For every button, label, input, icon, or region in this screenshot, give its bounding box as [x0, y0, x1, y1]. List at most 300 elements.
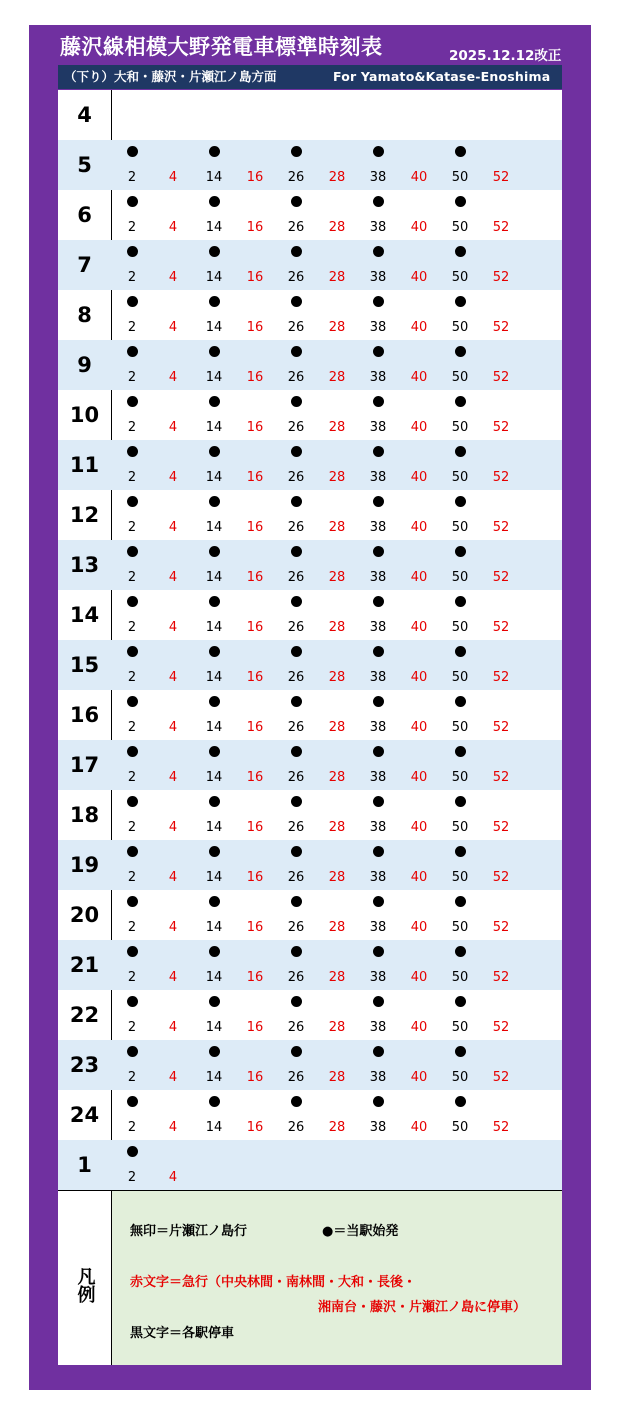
revision-date: 2025.12.12改正 — [449, 48, 562, 64]
direction-japanese: （下り）大和・藤沢・片瀬江ノ島方面 — [64, 69, 277, 84]
origin-marker-icon — [291, 896, 302, 907]
hour-label: 13 — [69, 553, 100, 577]
hour-label: 18 — [69, 803, 100, 827]
hour-row-8 — [58, 290, 562, 340]
legend-no-mark: 無印＝片瀬江ノ島行 — [130, 1224, 248, 1239]
hour-row-5 — [58, 140, 562, 190]
express-departure-minute: 52 — [492, 970, 510, 985]
express-departure-minute: 28 — [328, 770, 346, 785]
origin-marker-icon — [455, 996, 466, 1007]
hour-label: 4 — [77, 103, 92, 127]
local-departure-minute: 50 — [451, 220, 469, 235]
hour-row-22 — [58, 990, 562, 1040]
origin-marker-icon — [373, 996, 384, 1007]
local-departure-minute: 26 — [287, 670, 305, 685]
express-departure-minute: 52 — [492, 820, 510, 835]
hour-label: 14 — [69, 603, 100, 627]
express-departure-minute: 52 — [492, 720, 510, 735]
express-departure-minute: 16 — [246, 1070, 264, 1085]
origin-marker-icon — [455, 896, 466, 907]
express-departure-minute: 40 — [410, 320, 428, 335]
express-departure-minute: 40 — [410, 470, 428, 485]
origin-marker-icon — [209, 396, 220, 407]
local-departure-minute: 2 — [127, 820, 137, 835]
local-departure-minute: 14 — [205, 220, 223, 235]
origin-marker-icon — [127, 346, 138, 357]
origin-marker-icon — [373, 1046, 384, 1057]
origin-marker-icon — [127, 996, 138, 1007]
origin-marker-icon — [373, 146, 384, 157]
local-departure-minute: 50 — [451, 520, 469, 535]
local-departure-minute: 26 — [287, 1120, 305, 1135]
express-departure-minute: 4 — [168, 720, 178, 735]
local-departure-minute: 14 — [205, 270, 223, 285]
express-departure-minute: 52 — [492, 420, 510, 435]
express-departure-minute: 52 — [492, 220, 510, 235]
local-departure-minute: 50 — [451, 270, 469, 285]
local-departure-minute: 50 — [451, 420, 469, 435]
origin-marker-icon — [373, 746, 384, 757]
express-departure-minute: 52 — [492, 670, 510, 685]
direction-english: For Yamato&Katase-Enoshima — [333, 69, 551, 84]
express-departure-minute: 16 — [246, 670, 264, 685]
origin-marker-icon — [209, 696, 220, 707]
express-departure-minute: 16 — [246, 520, 264, 535]
origin-marker-icon — [127, 196, 138, 207]
local-departure-minute: 26 — [287, 170, 305, 185]
origin-marker-icon — [127, 846, 138, 857]
local-departure-minute: 26 — [287, 570, 305, 585]
local-departure-minute: 50 — [451, 820, 469, 835]
local-departure-minute: 14 — [205, 1120, 223, 1135]
origin-marker-icon — [373, 396, 384, 407]
origin-marker-icon — [291, 246, 302, 257]
hour-row-11 — [58, 440, 562, 490]
origin-marker-icon — [127, 396, 138, 407]
local-departure-minute: 14 — [205, 1020, 223, 1035]
origin-marker-icon — [127, 246, 138, 257]
local-departure-minute: 2 — [127, 220, 137, 235]
origin-marker-icon — [127, 646, 138, 657]
express-departure-minute: 4 — [168, 1020, 178, 1035]
origin-marker-icon — [455, 596, 466, 607]
express-departure-minute: 40 — [410, 770, 428, 785]
express-departure-minute: 16 — [246, 770, 264, 785]
local-departure-minute: 38 — [369, 1020, 387, 1035]
local-departure-minute: 50 — [451, 1120, 469, 1135]
express-departure-minute: 40 — [410, 270, 428, 285]
express-departure-minute: 4 — [168, 770, 178, 785]
express-departure-minute: 28 — [328, 970, 346, 985]
origin-marker-icon — [127, 546, 138, 557]
origin-marker-icon — [455, 346, 466, 357]
local-departure-minute: 26 — [287, 870, 305, 885]
express-departure-minute: 52 — [492, 620, 510, 635]
express-departure-minute: 40 — [410, 620, 428, 635]
origin-marker-icon — [455, 546, 466, 557]
hour-row-1 — [58, 1140, 562, 1190]
express-departure-minute: 40 — [410, 220, 428, 235]
local-departure-minute: 14 — [205, 320, 223, 335]
local-departure-minute: 38 — [369, 570, 387, 585]
hour-row-7 — [58, 240, 562, 290]
origin-marker-icon — [373, 196, 384, 207]
origin-marker-icon — [373, 346, 384, 357]
express-departure-minute: 40 — [410, 170, 428, 185]
local-departure-minute: 26 — [287, 420, 305, 435]
hour-label: 19 — [69, 853, 100, 877]
local-departure-minute: 50 — [451, 970, 469, 985]
origin-marker-icon — [291, 296, 302, 307]
local-departure-minute: 38 — [369, 370, 387, 385]
local-departure-minute: 38 — [369, 1120, 387, 1135]
hour-row-23 — [58, 1040, 562, 1090]
express-departure-minute: 4 — [168, 670, 178, 685]
express-departure-minute: 28 — [328, 420, 346, 435]
local-departure-minute: 2 — [127, 1120, 137, 1135]
express-departure-minute: 52 — [492, 470, 510, 485]
origin-marker-icon — [291, 446, 302, 457]
local-departure-minute: 2 — [127, 520, 137, 535]
hour-label: 5 — [77, 153, 92, 177]
origin-marker-icon — [373, 1096, 384, 1107]
express-departure-minute: 28 — [328, 920, 346, 935]
local-departure-minute: 38 — [369, 170, 387, 185]
hour-row-20 — [58, 890, 562, 940]
express-departure-minute: 4 — [168, 620, 178, 635]
local-departure-minute: 14 — [205, 620, 223, 635]
direction-header — [58, 65, 562, 89]
local-departure-minute: 26 — [287, 520, 305, 535]
hour-label: 24 — [69, 1103, 100, 1127]
express-departure-minute: 16 — [246, 270, 264, 285]
local-departure-minute: 2 — [127, 170, 137, 185]
origin-marker-icon — [291, 1046, 302, 1057]
express-departure-minute: 28 — [328, 870, 346, 885]
express-departure-minute: 4 — [168, 570, 178, 585]
express-departure-minute: 16 — [246, 470, 264, 485]
origin-marker-icon — [209, 146, 220, 157]
express-departure-minute: 4 — [168, 1120, 178, 1135]
hour-row-18 — [58, 790, 562, 840]
origin-marker-icon — [455, 846, 466, 857]
hour-label: 10 — [69, 403, 100, 427]
express-departure-minute: 4 — [168, 270, 178, 285]
origin-marker-icon — [209, 496, 220, 507]
legend-express-line1: 赤文字＝急行（中央林間・南林間・大和・長後・ — [130, 1275, 417, 1290]
origin-marker-icon — [127, 1146, 138, 1157]
express-departure-minute: 40 — [410, 970, 428, 985]
local-departure-minute: 38 — [369, 770, 387, 785]
express-departure-minute: 52 — [492, 270, 510, 285]
local-departure-minute: 14 — [205, 970, 223, 985]
local-departure-minute: 14 — [205, 520, 223, 535]
local-departure-minute: 50 — [451, 170, 469, 185]
local-departure-minute: 14 — [205, 670, 223, 685]
origin-marker-icon — [127, 1046, 138, 1057]
local-departure-minute: 26 — [287, 1070, 305, 1085]
hour-row-15 — [58, 640, 562, 690]
local-departure-minute: 2 — [127, 320, 137, 335]
origin-marker-icon — [373, 246, 384, 257]
local-departure-minute: 50 — [451, 920, 469, 935]
local-departure-minute: 14 — [205, 720, 223, 735]
timetable-grid — [58, 90, 562, 1190]
origin-marker-icon — [455, 196, 466, 207]
express-departure-minute: 40 — [410, 420, 428, 435]
hour-label: 9 — [77, 353, 92, 377]
local-departure-minute: 14 — [205, 770, 223, 785]
hour-label: 6 — [77, 203, 92, 227]
origin-marker-icon — [209, 896, 220, 907]
express-departure-minute: 28 — [328, 620, 346, 635]
local-departure-minute: 26 — [287, 320, 305, 335]
hour-row-24 — [58, 1090, 562, 1140]
local-departure-minute: 26 — [287, 970, 305, 985]
express-departure-minute: 40 — [410, 520, 428, 535]
local-departure-minute: 50 — [451, 720, 469, 735]
local-departure-minute: 26 — [287, 770, 305, 785]
origin-marker-icon — [291, 696, 302, 707]
origin-marker-icon — [209, 346, 220, 357]
express-departure-minute: 16 — [246, 620, 264, 635]
local-departure-minute: 38 — [369, 1070, 387, 1085]
express-departure-minute: 40 — [410, 820, 428, 835]
hour-label: 20 — [69, 903, 100, 927]
hour-row-16 — [58, 690, 562, 740]
local-departure-minute: 2 — [127, 770, 137, 785]
origin-marker-icon — [373, 646, 384, 657]
local-departure-minute: 26 — [287, 370, 305, 385]
origin-marker-icon — [455, 246, 466, 257]
express-departure-minute: 4 — [168, 1070, 178, 1085]
express-departure-minute: 52 — [492, 170, 510, 185]
express-departure-minute: 4 — [168, 920, 178, 935]
origin-marker-icon — [209, 646, 220, 657]
origin-marker-icon — [127, 1096, 138, 1107]
local-departure-minute: 50 — [451, 320, 469, 335]
local-departure-minute: 2 — [127, 1170, 137, 1185]
local-departure-minute: 14 — [205, 170, 223, 185]
hour-row-12 — [58, 490, 562, 540]
express-departure-minute: 40 — [410, 920, 428, 935]
origin-marker-icon — [209, 996, 220, 1007]
origin-marker-icon — [373, 546, 384, 557]
express-departure-minute: 16 — [246, 970, 264, 985]
local-departure-minute: 50 — [451, 770, 469, 785]
hour-label: 15 — [69, 653, 100, 677]
origin-marker-icon — [291, 946, 302, 957]
local-departure-minute: 2 — [127, 720, 137, 735]
origin-marker-icon — [291, 546, 302, 557]
origin-marker-icon — [455, 946, 466, 957]
local-departure-minute: 38 — [369, 670, 387, 685]
origin-marker-icon — [291, 746, 302, 757]
local-departure-minute: 14 — [205, 870, 223, 885]
local-departure-minute: 2 — [127, 1070, 137, 1085]
hour-label: 16 — [69, 703, 100, 727]
origin-marker-icon — [291, 596, 302, 607]
origin-marker-icon — [455, 796, 466, 807]
express-departure-minute: 28 — [328, 320, 346, 335]
origin-marker-icon — [373, 296, 384, 307]
local-departure-minute: 50 — [451, 1070, 469, 1085]
hour-label: 23 — [69, 1053, 100, 1077]
local-departure-minute: 50 — [451, 470, 469, 485]
hour-label: 12 — [69, 503, 100, 527]
express-departure-minute: 28 — [328, 1120, 346, 1135]
express-departure-minute: 52 — [492, 920, 510, 935]
express-departure-minute: 4 — [168, 1170, 178, 1185]
legend-express-line2: 湘南台・藤沢・片瀬江ノ島に停車） — [318, 1300, 527, 1315]
local-departure-minute: 2 — [127, 470, 137, 485]
local-departure-minute: 38 — [369, 520, 387, 535]
origin-marker-icon — [127, 296, 138, 307]
express-departure-minute: 28 — [328, 570, 346, 585]
hour-label: 8 — [77, 303, 92, 327]
local-departure-minute: 2 — [127, 920, 137, 935]
local-departure-minute: 2 — [127, 870, 137, 885]
express-departure-minute: 16 — [246, 420, 264, 435]
local-departure-minute: 50 — [451, 620, 469, 635]
express-departure-minute: 28 — [328, 170, 346, 185]
express-departure-minute: 16 — [246, 570, 264, 585]
origin-marker-icon — [373, 596, 384, 607]
legend-origin: ●＝当駅始発 — [322, 1224, 399, 1239]
origin-marker-icon — [127, 796, 138, 807]
origin-marker-icon — [209, 596, 220, 607]
local-departure-minute: 38 — [369, 720, 387, 735]
local-departure-minute: 26 — [287, 220, 305, 235]
local-departure-minute: 14 — [205, 470, 223, 485]
origin-marker-icon — [209, 196, 220, 207]
local-departure-minute: 2 — [127, 570, 137, 585]
express-departure-minute: 52 — [492, 370, 510, 385]
local-departure-minute: 2 — [127, 670, 137, 685]
local-departure-minute: 38 — [369, 920, 387, 935]
express-departure-minute: 16 — [246, 170, 264, 185]
local-departure-minute: 38 — [369, 970, 387, 985]
express-departure-minute: 28 — [328, 820, 346, 835]
local-departure-minute: 14 — [205, 420, 223, 435]
origin-marker-icon — [209, 746, 220, 757]
express-departure-minute: 52 — [492, 570, 510, 585]
origin-marker-icon — [209, 296, 220, 307]
hour-row-21 — [58, 940, 562, 990]
local-departure-minute: 14 — [205, 1070, 223, 1085]
local-departure-minute: 50 — [451, 1020, 469, 1035]
local-departure-minute: 26 — [287, 920, 305, 935]
origin-marker-icon — [455, 746, 466, 757]
express-departure-minute: 28 — [328, 220, 346, 235]
express-departure-minute: 28 — [328, 720, 346, 735]
origin-marker-icon — [291, 996, 302, 1007]
hour-label: 7 — [77, 253, 92, 277]
origin-marker-icon — [373, 496, 384, 507]
local-departure-minute: 14 — [205, 920, 223, 935]
local-departure-minute: 38 — [369, 620, 387, 635]
origin-marker-icon — [127, 746, 138, 757]
express-departure-minute: 16 — [246, 920, 264, 935]
hour-row-9 — [58, 340, 562, 390]
express-departure-minute: 40 — [410, 370, 428, 385]
local-departure-minute: 38 — [369, 870, 387, 885]
origin-marker-icon — [373, 796, 384, 807]
express-departure-minute: 28 — [328, 1070, 346, 1085]
express-departure-minute: 16 — [246, 1020, 264, 1035]
express-departure-minute: 16 — [246, 220, 264, 235]
local-departure-minute: 50 — [451, 670, 469, 685]
local-departure-minute: 26 — [287, 820, 305, 835]
origin-marker-icon — [291, 846, 302, 857]
local-departure-minute: 2 — [127, 370, 137, 385]
express-departure-minute: 40 — [410, 1120, 428, 1135]
express-departure-minute: 52 — [492, 1070, 510, 1085]
origin-marker-icon — [127, 946, 138, 957]
express-departure-minute: 4 — [168, 320, 178, 335]
local-departure-minute: 26 — [287, 470, 305, 485]
express-departure-minute: 28 — [328, 670, 346, 685]
hour-row-10 — [58, 390, 562, 440]
local-departure-minute: 50 — [451, 570, 469, 585]
local-departure-minute: 38 — [369, 820, 387, 835]
origin-marker-icon — [127, 896, 138, 907]
local-departure-minute: 2 — [127, 1020, 137, 1035]
origin-marker-icon — [291, 346, 302, 357]
page-title: 藤沢線相模大野発電車標準時刻表 — [60, 35, 383, 59]
origin-marker-icon — [455, 646, 466, 657]
origin-marker-icon — [127, 496, 138, 507]
origin-marker-icon — [291, 796, 302, 807]
origin-marker-icon — [209, 1096, 220, 1107]
express-departure-minute: 28 — [328, 520, 346, 535]
local-departure-minute: 2 — [127, 970, 137, 985]
legend — [58, 1190, 562, 1365]
local-departure-minute: 26 — [287, 720, 305, 735]
express-departure-minute: 4 — [168, 820, 178, 835]
origin-marker-icon — [291, 396, 302, 407]
origin-marker-icon — [127, 596, 138, 607]
hour-row-13 — [58, 540, 562, 590]
local-departure-minute: 38 — [369, 470, 387, 485]
hour-label: 1 — [77, 1153, 92, 1177]
hour-row-17 — [58, 740, 562, 790]
express-departure-minute: 16 — [246, 820, 264, 835]
express-departure-minute: 16 — [246, 1120, 264, 1135]
express-departure-minute: 4 — [168, 170, 178, 185]
express-departure-minute: 40 — [410, 1020, 428, 1035]
express-departure-minute: 16 — [246, 870, 264, 885]
local-departure-minute: 38 — [369, 270, 387, 285]
express-departure-minute: 40 — [410, 1070, 428, 1085]
hour-row-6 — [58, 190, 562, 240]
express-departure-minute: 52 — [492, 770, 510, 785]
local-departure-minute: 38 — [369, 320, 387, 335]
legend-local: 黒文字＝各駅停車 — [130, 1326, 235, 1341]
local-departure-minute: 2 — [127, 420, 137, 435]
express-departure-minute: 4 — [168, 520, 178, 535]
origin-marker-icon — [209, 446, 220, 457]
origin-marker-icon — [455, 396, 466, 407]
legend-body — [112, 1191, 562, 1365]
local-departure-minute: 26 — [287, 1020, 305, 1035]
express-departure-minute: 4 — [168, 420, 178, 435]
express-departure-minute: 52 — [492, 320, 510, 335]
origin-marker-icon — [209, 246, 220, 257]
origin-marker-icon — [373, 696, 384, 707]
local-departure-minute: 26 — [287, 270, 305, 285]
local-departure-minute: 14 — [205, 570, 223, 585]
